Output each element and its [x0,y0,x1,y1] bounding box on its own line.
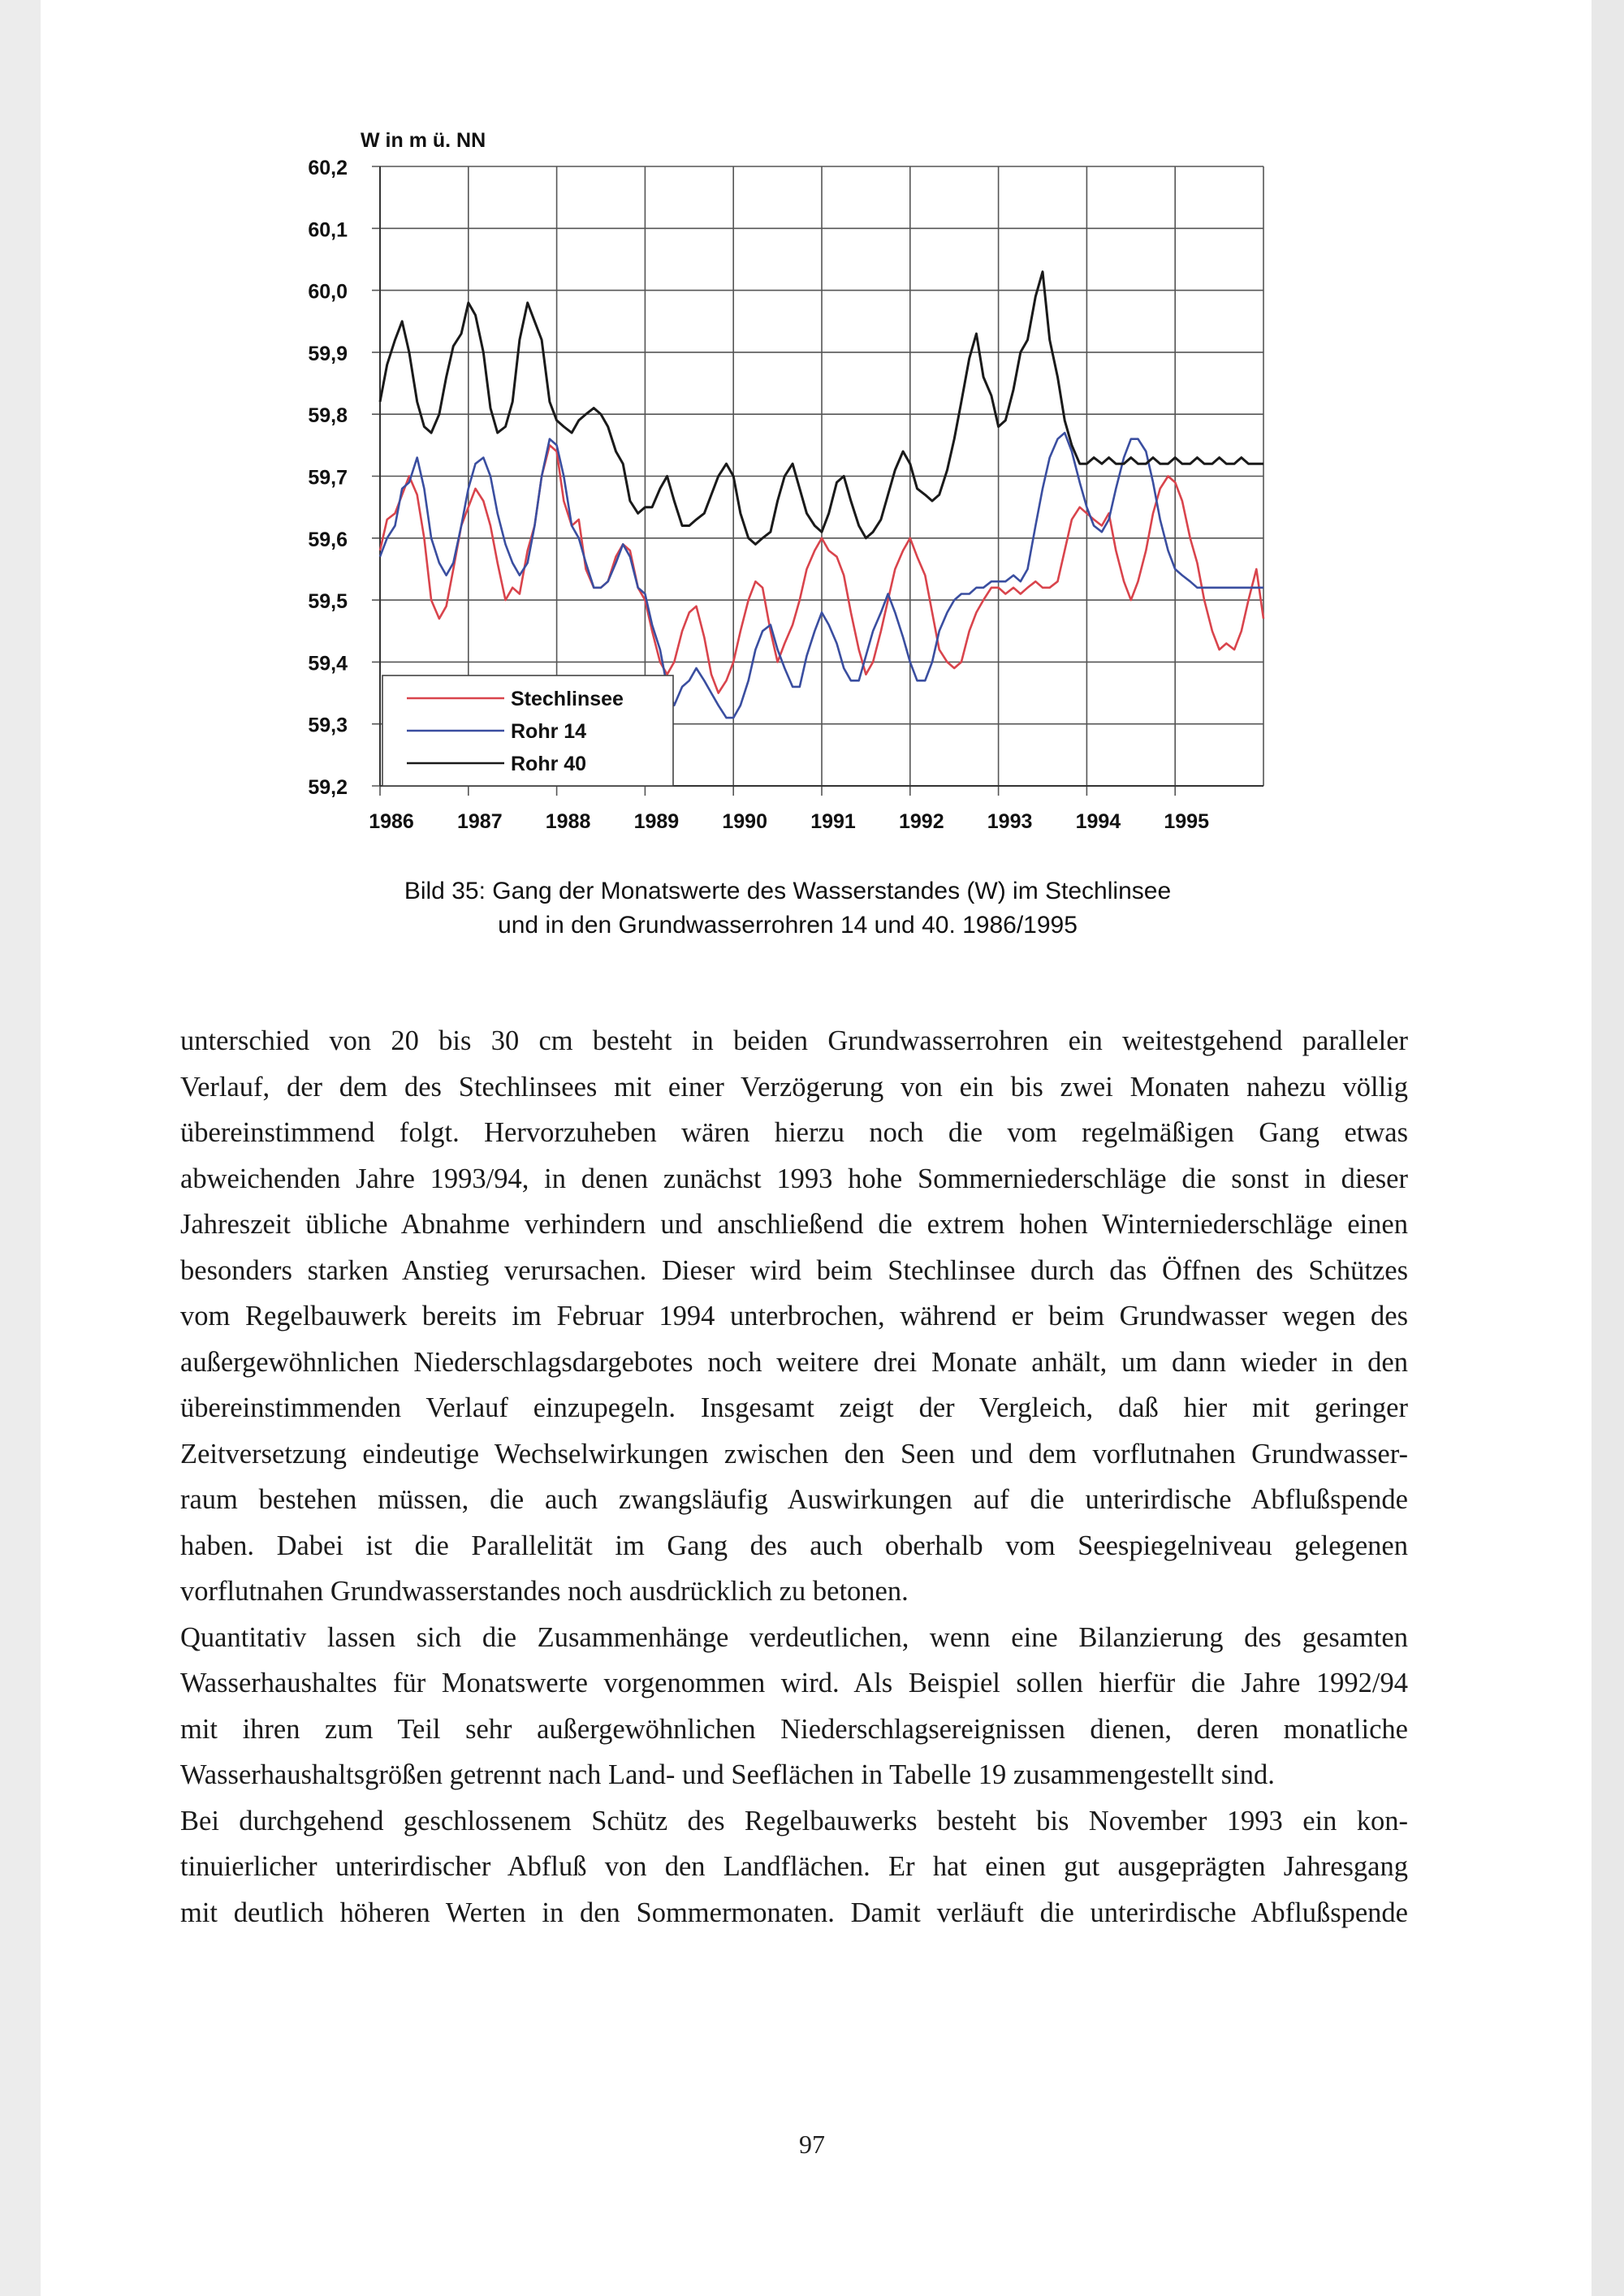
body-line: Zeitversetzung eindeutige Wechselwirkungen zwischen den Seen und dem vorflutnahen Grundwasser- [180,1438,1408,1470]
body-line: vom Regelbauwerk bereits im Februar 1994 unterbrochen, während er beim Grundwasser wegen des [180,1301,1408,1331]
x-tick-label: 1991 [810,810,856,833]
x-tick-label: 1993 [987,810,1033,833]
caption-line-2: und in den Grundwasserrohren 14 und 40. 1986/1995 [498,912,1078,939]
body-line: Jahreszeit übliche Abnahme verhindern und anschließend die extrem hohen Winterniederschläge einen [180,1209,1408,1240]
body-line: haben. Dabei ist die Parallelität im Gang des auch oberhalb vom Seespiegelniveau gelegenen [180,1530,1408,1561]
y-axis-label: W in m ü. NN [361,129,486,152]
body-line: Wasserhaushaltsgrößen getrennt nach Land- und Seeflächen in Tabelle 19 zusammengestellt sind. [180,1759,1275,1790]
body-text [180,1018,1408,1936]
body-line: Bei durchgehend geschlossenem Schütz des Regelbauwerks besteht bis November 1993 ein kon- [180,1805,1408,1836]
body-line: übereinstimmend folgt. Hervorzuheben wären hierzu noch die vom regelmäßigen Gang etwas [180,1117,1408,1148]
x-tick-label: 1989 [633,810,680,833]
y-tick-label: 60,1 [308,218,348,242]
y-tick-label: 59,9 [308,342,348,365]
x-tick-label: 1995 [1164,810,1210,833]
body-line: raum bestehen müssen, die auch zwangsläufig Auswirkungen auf die unterirdische Abflußspende [180,1484,1408,1515]
body-line: tinuierlicher unterirdischer Abfluß von den Landflächen. Er hat einen gut ausgeprägten Jahresgang [180,1851,1408,1882]
body-line: Verlauf, der dem des Stechlinsees mit einer Verzögerung von ein bis zwei Monaten nahezu völlig [180,1071,1408,1103]
y-tick-label: 59,6 [308,528,348,551]
y-tick-label: 60,0 [308,280,348,304]
body-line: unterschied von 20 bis 30 cm besteht in beiden Grundwasserrohren ein weitestgehend paralleler [180,1025,1408,1056]
legend-label: Rohr 14 [511,720,587,743]
chart-legend [382,675,673,786]
body-line: außergewöhnlichen Niederschlagsdargebotes noch weitere drei Monate anhält, um dann wieder in den [180,1346,1408,1378]
body-line: Wasserhaushaltes für Monatswerte vorgenommen wird. Als Beispiel sollen hierfür die Jahre 1992/94 [180,1668,1408,1698]
x-tick-label: 1986 [369,810,414,833]
y-tick-label: 59,4 [308,652,348,675]
page-number: 97 [799,2130,825,2159]
x-tick-label: 1994 [1075,810,1121,833]
legend-label: Stechlinsee [511,688,624,710]
body-line: Quantitativ lassen sich die Zusammenhänge verdeutlichen, wenn eine Bilanzierung des gesamten [180,1621,1408,1653]
body-line: mit ihren zum Teil sehr außergewöhnlichen Niederschlagsereignissen dienen, deren monatliche [180,1713,1408,1745]
y-tick-label: 59,2 [308,776,348,799]
y-tick-label: 59,5 [308,590,348,614]
figure-caption [244,874,1332,943]
body-line: vorflutnahen Grundwasserstandes noch ausdrücklich zu betonen. [180,1576,909,1607]
body-line: mit deutlich höheren Werten in den Sommermonaten. Damit verläuft die unterirdische Abflußspende [180,1897,1408,1928]
x-tick-label: 1990 [722,810,768,833]
caption-line-1: Bild 35: Gang der Monatswerte des Wasserstandes (W) im Stechlinsee [404,878,1172,904]
x-tick-label: 1987 [456,810,503,833]
body-line: abweichenden Jahre 1993/94, in denen zunächst 1993 hohe Sommerniederschläge die sonst in dieser [180,1163,1408,1194]
legend-label: Rohr 40 [511,753,587,775]
body-line: besonders starken Anstieg verursachen. Dieser wird beim Stechlinsee durch das Öffnen des Schützes [180,1254,1408,1286]
x-tick-label: 1988 [545,810,591,833]
y-tick-label: 59,8 [308,404,348,428]
x-tick-label: 1992 [898,810,944,833]
body-line: übereinstimmenden Verlauf einzupegeln. Insgesamt zeigt der Vergleich, daß hier mit geringer [180,1392,1408,1423]
y-tick-label: 59,7 [308,466,348,490]
water-level-chart [0,0,1624,861]
y-tick-label: 59,3 [308,714,348,737]
y-tick-label: 60,2 [308,157,348,179]
